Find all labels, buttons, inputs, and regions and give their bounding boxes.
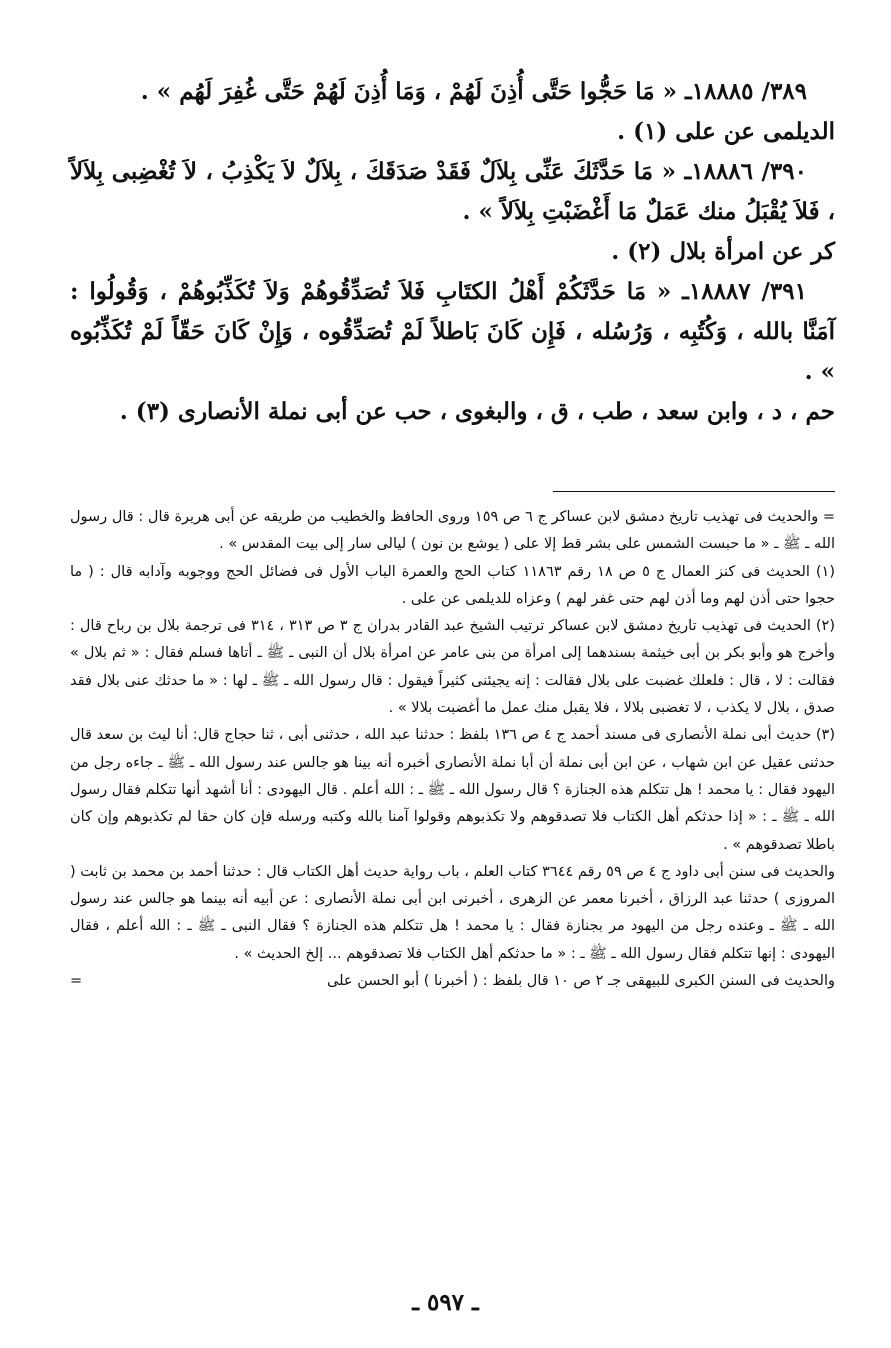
footnote-3-bayhaqi-text: والحديث فى السنن الكبرى للبيهقى جـ ٢ ص ١٠ قال بلفظ : ( أخبرنا ) أبو الحسن على [327, 973, 835, 990]
footnote-3-bayhaqi [70, 968, 835, 995]
hadith-391: ٣٩١/ ١٨٨٨٧ـ « مَا حَدَّثَكُمْ أَهْلُ الكتَابِ فَلاَ تُصَدِّقُوهُمْ وَلاَ تُكَذِّبُوهُمْ ، وَقُولُوا : آمَنَّا بالله ، وَكُتُبِه ، وَرُسُله ، فَإِن كَانَ بَاطلاً لَمْ تُصَدِّقُوه ، وَإِنْ كَانَ حَقّاً لَمْ تُكَذِّبُوه » . [70, 278, 835, 385]
hadith-390-source: كر عن امرأة بلال (٢) . [611, 238, 835, 265]
footnote-3-abu-dawud: والحديث فى سنن أبى داود ج ٤ ص ٥٩ رقم ٣٦٤٤ كتاب العلم ، باب رواية حديث أهل الكتاب قال : حدثنا أحمد بن محمد بن ثابت ( المروزى ) حدثنا عبد الرزاق ، أخبرنا معمر عن الزهرى ، أخبرنى ابن أبى نملة الأنصارى : عن أبيه أنه بينما هو جالس عند رسول الله ـ ﷺ ـ وعنده رجل من اليهود مر بجنازة فقال : يا محمد ! هل تتكلم هذه الجنازة ؟ فقال النبى ـ ﷺ ـ : الله أعلم ، فقال اليهودى : إنها تتكلم فقال رسول الله ـ ﷺ ـ : « ما حدثكم أهل الكتاب فلا تصدقوهم ... إلخ الحديث » . [70, 863, 836, 962]
footnote-continuation: = والحديث فى تهذيب تاريخ دمشق لابن عساكر ج ٦ ص ١٥٩ وروى الحافظ والخطيب من طريقه عن أبى هريرة قال : قال رسول الله ـ ﷺ ـ « ما حبست الشمس على بشر قط إلا على ( يوشع بن نون ) ليالى سار إلى بيت المقدس » . [70, 509, 835, 553]
hadith-389-source: الديلمى عن على (١) . [617, 118, 835, 145]
footnote-3: (٣) حديث أبى نملة الأنصارى فى مسند أحمد ج ٤ ص ١٣٦ بلفظ : حدثنا عبد الله ، حدثنى أبى ، ثنا حجاج قال: أنا ليث بن سعد قال حدثنى عقيل عن ابن شهاب ، عن ابن أبى نملة أن أبا نملة الأنصارى أخبره أنه بينا هو جالس عند رسول الله ـ ﷺ ـ جاءه رجل من اليهود فقال : يا محمد ! هل تتكلم هذه الجنازة ؟ قال رسول الله ـ ﷺ ـ : الله أعلم . قال اليهودى : أنا أشهد أنها تتكلم فقال رسول الله ـ ﷺ ـ : « إذا حدثكم أهل الكتاب فلا تصدقوهم ولا تكذبوهم وقولوا آمنا بالله وكتبه ورسله فإن كان حقا لم تكذبوهم وإن كان باطلا تصدقوهم » . [70, 727, 836, 853]
footnote-1: (١) الحديث فى كنز العمال ج ٥ ص ١٨ رقم ١١٨٦٣ كتاب الحج والعمرة الباب الأول فى فضائل الحج ووجوبه وآدابه قال : ( ما حجوا حتى أذن لهم وما أذن لهم حتى غفر لهم ) وعزاه للديلمى عن على . [70, 563, 836, 607]
page-number: ـ ٥٩٧ ـ [412, 1289, 479, 1316]
hadith-389: ٣٨٩/ ١٨٨٨٥ـ « مَا حَجُّوا حَتَّى أُذِنَ لَهُمْ ، وَمَا أُذِنَ لَهُمْ حَتَّى غُفِرَ لَهُم » . [140, 78, 807, 105]
footnotes-section [70, 504, 835, 995]
hadith-section [70, 72, 835, 432]
continues-mark: = [70, 973, 83, 990]
footnote-divider [553, 491, 835, 492]
hadith-391-source: حم ، د ، وابن سعد ، طب ، ق ، والبغوى ، حب عن أبى نملة الأنصارى (٣) . [119, 398, 835, 425]
footnote-2: (٢) الحديث فى تهذيب تاريخ دمشق لابن عساكر ترتيب الشيخ عبد القادر بدران ج ٣ ص ٣١٣ ، ٣١٤ فى ترجمة بلال بن رباح قال : وأخرج هو وأبو بكر بن أبى خيثمة بسندهما إلى امرأة من بنى عامر عن امرأة بلال أن النبى ـ ﷺ ـ أتاها فسلم فقال : « ثم بلال » فقالت : لا ، قال : فلعلك غضبت على بلال فقالت : إنه يجيئنى كثيراً فيقول : قال رسول الله ـ ﷺ ـ لها : « ما حدثك عنى بلال فقد صدق ، بلال لا يكذب ، لا تغضبى بلالا ، فلا يقبل منك عمل ما أغضبت بلالا » . [70, 618, 836, 717]
hadith-390: ٣٩٠/ ١٨٨٨٦ـ « مَا حَدَّثَكَ عَنِّى بِلاَلٌ فَقَدْ صَدَقَكَ ، بِلاَلٌ لاَ يَكْذِبُ ، لاَ تُغْضِبى بِلاَلاً ، فَلاَ يُقْبَلُ منك عَمَلٌ مَا أَغْضَبْتِ بِلاَلاً » . [70, 158, 835, 225]
